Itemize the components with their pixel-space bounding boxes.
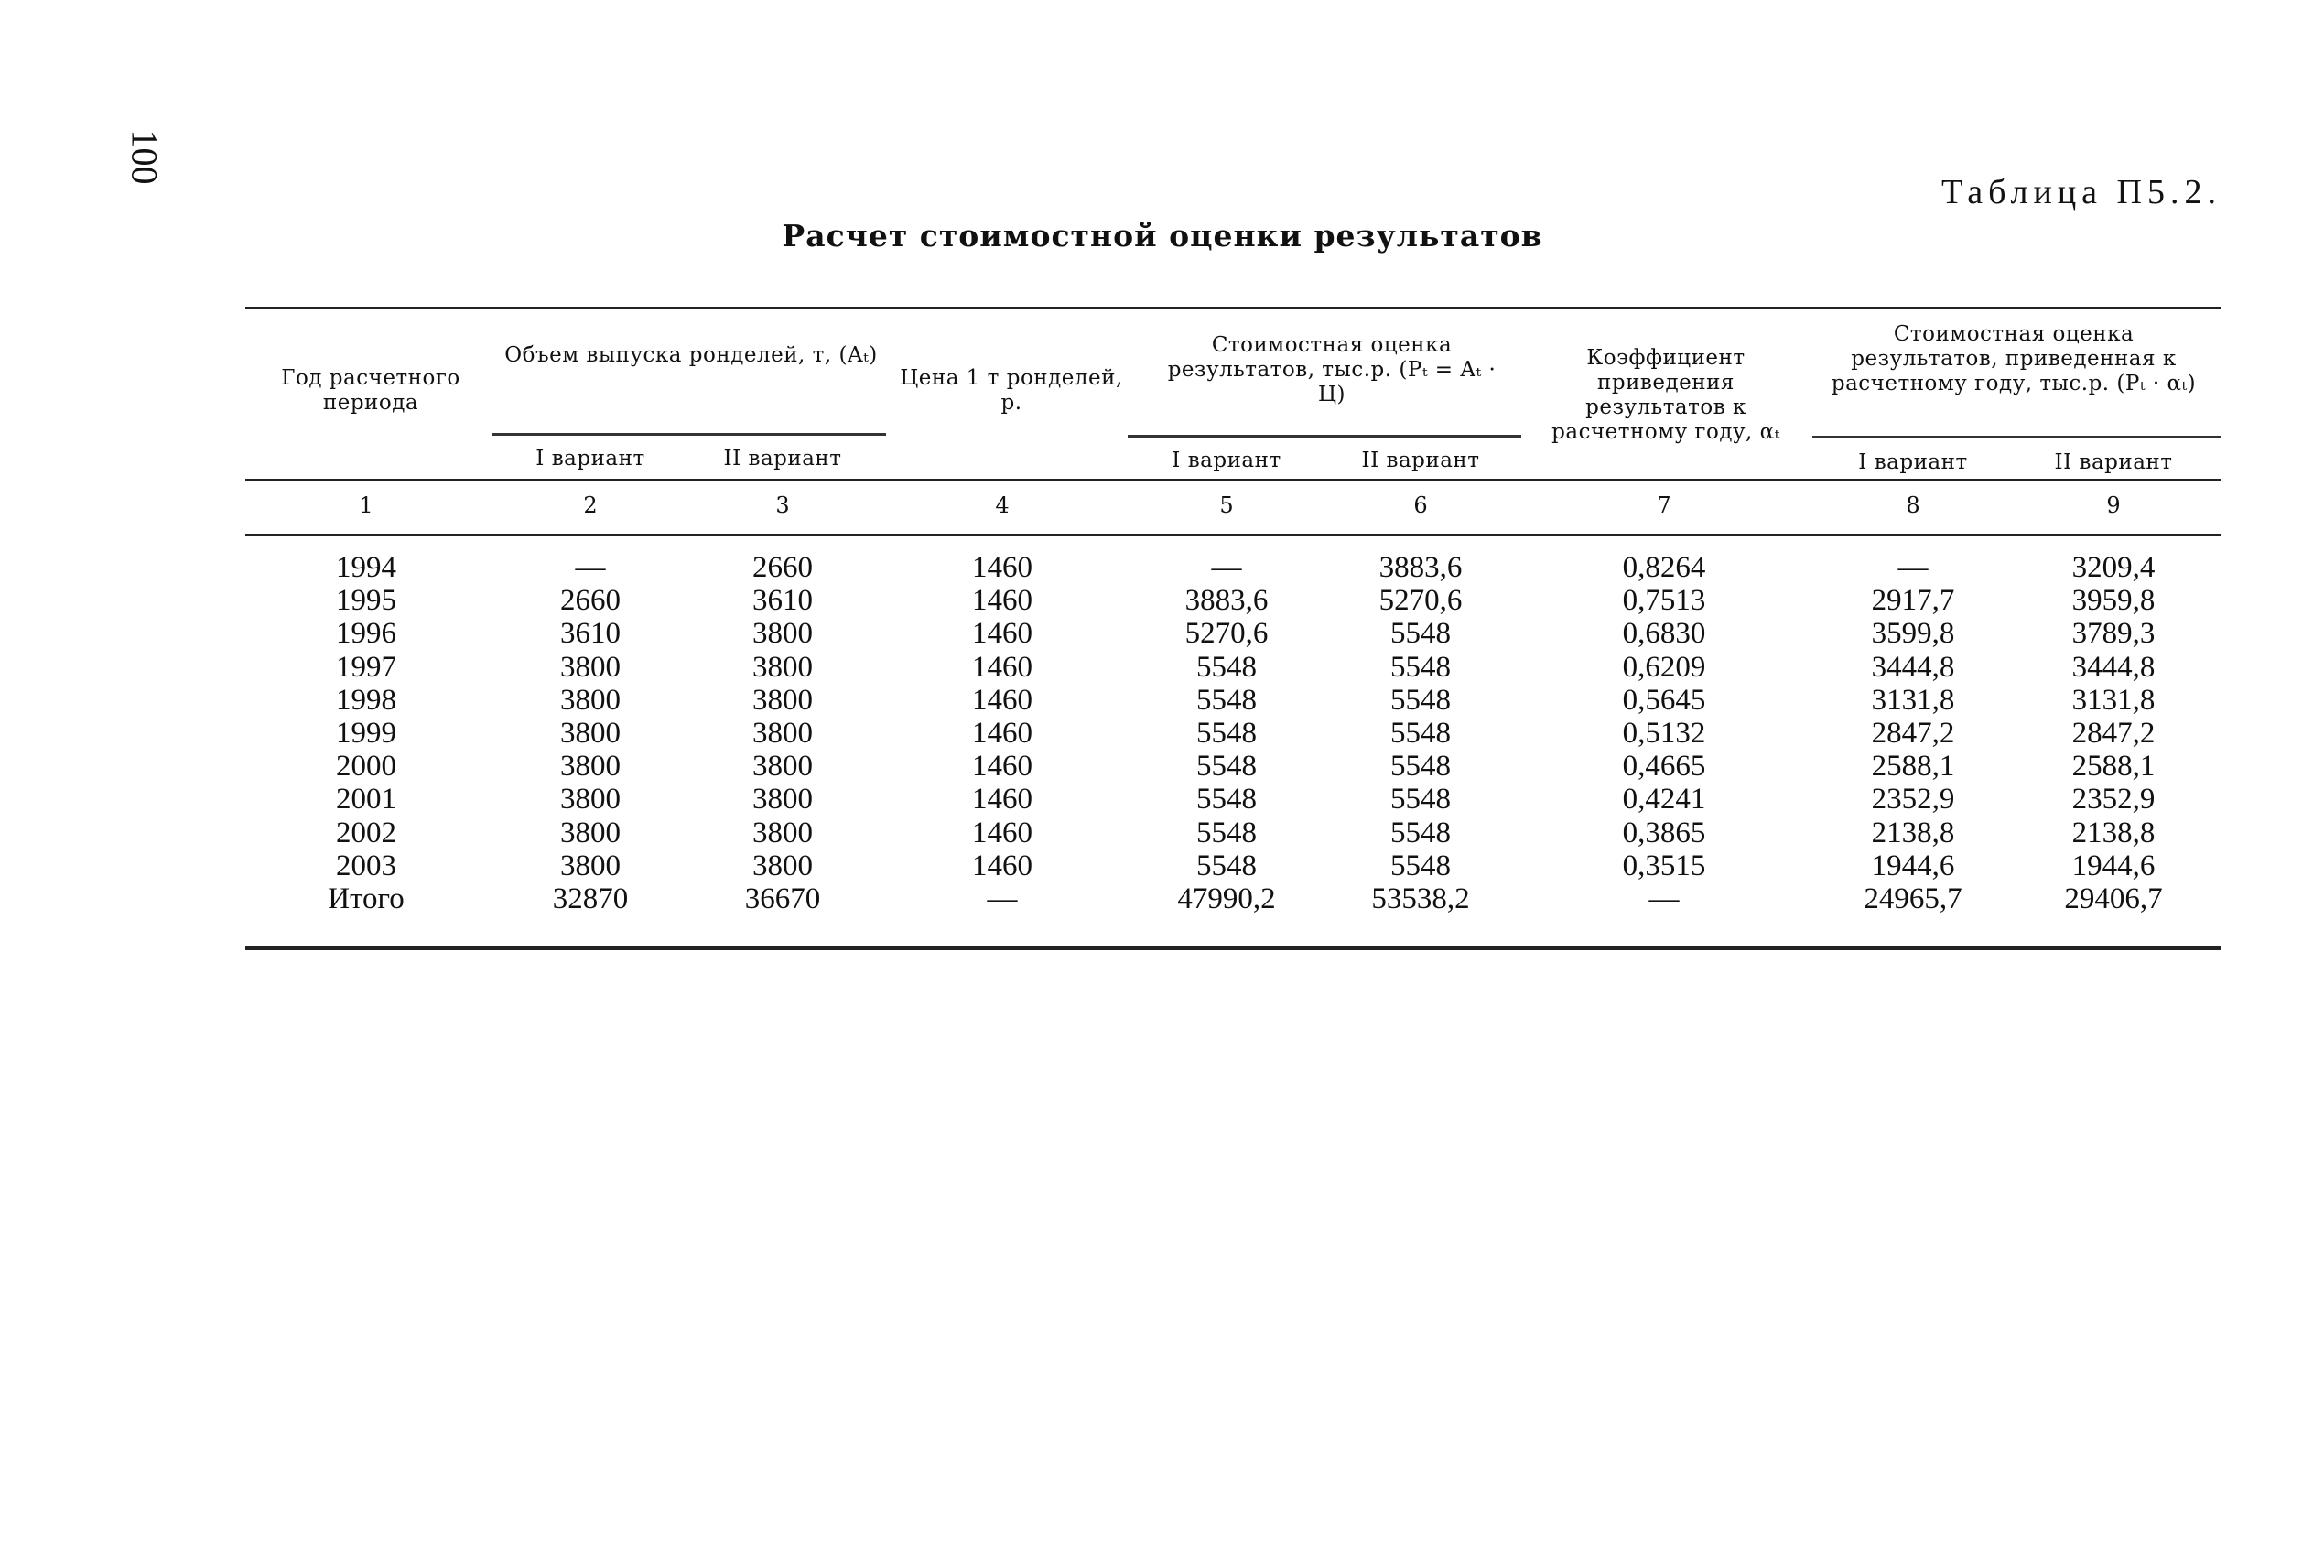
cell-reduced-v2: 3209,4	[2071, 551, 2156, 584]
cell-year: 1996	[336, 617, 396, 651]
cell-volume-v1: 3800	[560, 849, 621, 882]
cell-value-v1: 47990,2	[1177, 882, 1276, 915]
cell-year: 2002	[336, 816, 396, 849]
cell-value-v2: 5548	[1390, 717, 1451, 750]
header-price: Цена 1 т ронделей, р.	[900, 366, 1123, 415]
cell-coefficient: 0,4241	[1622, 783, 1706, 816]
cell-reduced-v1: 3599,8	[1871, 617, 1955, 651]
cell-price: 1460	[972, 551, 1032, 584]
cell-volume-v2: 3610	[752, 584, 813, 618]
column-number: 4	[995, 492, 1010, 518]
cell-value-v2: 3883,6	[1378, 551, 1463, 584]
cell-year: 1998	[336, 683, 396, 717]
column-number: 8	[1906, 492, 1920, 518]
column-numbers-rule	[245, 534, 2221, 536]
cell-coefficient: 0,7513	[1622, 584, 1706, 618]
cell-value-v1: 5548	[1196, 650, 1257, 684]
cell-coefficient: 0,6830	[1622, 617, 1706, 651]
cell-value-v1: 5548	[1196, 683, 1257, 717]
cell-reduced-v2: 3444,8	[2071, 650, 2156, 684]
cell-volume-v2: 3800	[752, 650, 813, 684]
cell-coefficient: 0,3515	[1622, 849, 1706, 882]
cell-price: 1460	[972, 750, 1032, 784]
cell-volume-v1: 3800	[560, 650, 621, 684]
cell-volume-v1: 3800	[560, 683, 621, 717]
cell-coefficient: 0,8264	[1622, 551, 1706, 584]
table-label: Таблица П5.2.	[1941, 173, 2221, 211]
cell-value-v1: 5270,6	[1184, 617, 1269, 651]
cell-reduced-v2: 1944,6	[2071, 849, 2156, 882]
cell-reduced-v1: 2352,9	[1871, 783, 1955, 816]
cell-year: 1995	[336, 584, 396, 618]
cell-coefficient: 0,4665	[1622, 750, 1706, 784]
cell-reduced-v1: 2917,7	[1871, 584, 1955, 618]
page-number: 100	[124, 129, 166, 185]
cell-reduced-v2: 3131,8	[2071, 683, 2156, 717]
table-row	[245, 617, 2221, 650]
column-number: 3	[775, 492, 790, 518]
cell-volume-v2: 3800	[752, 683, 813, 717]
total-row	[245, 882, 2221, 915]
cell-coefficient: —	[1648, 882, 1680, 915]
cell-value-v1: 5548	[1196, 783, 1257, 816]
cell-value-v1: 5548	[1196, 816, 1257, 849]
cell-reduced-v2: 3789,3	[2071, 617, 2156, 651]
cell-price: —	[987, 882, 1018, 915]
volume-variant-1: I вариант	[535, 447, 645, 470]
table-row	[245, 816, 2221, 849]
reduced-variant-2: II вариант	[2054, 450, 2173, 474]
volume-variant-2: II вариант	[723, 447, 842, 470]
cell-price: 1460	[972, 650, 1032, 684]
column-number: 6	[1413, 492, 1428, 518]
cell-year: Итого	[328, 882, 405, 915]
column-number: 9	[2106, 492, 2121, 518]
cell-value-v2: 5270,6	[1378, 584, 1463, 618]
header-value: Стоимостная оценка результатов, тыс.р. (Pₜ = Aₜ · Ц)	[1167, 333, 1497, 406]
cell-reduced-v1: 3444,8	[1871, 650, 1955, 684]
document-title: Расчет стоимостной оценки результатов	[782, 218, 1543, 254]
table-row	[245, 750, 2221, 783]
cell-volume-v2: 3800	[752, 783, 813, 816]
header-year: Год расчетного периода	[281, 366, 460, 415]
header-coef: Коэффициент приведения результатов к расчетному году, αₜ	[1551, 346, 1780, 444]
cell-value-v2: 53538,2	[1371, 882, 1470, 915]
cell-value-v2: 5548	[1390, 849, 1451, 882]
cell-price: 1460	[972, 783, 1032, 816]
cell-price: 1460	[972, 816, 1032, 849]
cell-volume-v1: 32870	[552, 882, 629, 915]
cell-year: 1999	[336, 717, 396, 750]
cell-year: 2003	[336, 849, 396, 882]
cell-coefficient: 0,5132	[1622, 717, 1706, 750]
cell-value-v1: 5548	[1196, 750, 1257, 784]
cell-volume-v2: 3800	[752, 750, 813, 784]
cell-value-v1: 5548	[1196, 849, 1257, 882]
table-row	[245, 849, 2221, 882]
cell-reduced-v1: 1944,6	[1871, 849, 1955, 882]
cell-volume-v2: 2660	[752, 551, 813, 584]
column-number: 5	[1219, 492, 1234, 518]
cell-year: 2000	[336, 750, 396, 784]
table-row	[245, 684, 2221, 717]
cell-volume-v1: 2660	[560, 584, 621, 618]
cell-reduced-v2: 2352,9	[2071, 783, 2156, 816]
table-row	[245, 551, 2221, 584]
cell-value-v1: 3883,6	[1184, 584, 1269, 618]
cell-reduced-v2: 2847,2	[2071, 717, 2156, 750]
cell-volume-v2: 3800	[752, 816, 813, 849]
table-bottom-rule	[245, 946, 2221, 950]
cell-year: 1994	[336, 551, 396, 584]
cell-price: 1460	[972, 584, 1032, 618]
cell-value-v2: 5548	[1390, 650, 1451, 684]
cell-reduced-v1: 2138,8	[1871, 816, 1955, 849]
cell-volume-v1: —	[575, 551, 606, 584]
cell-reduced-v1: 2847,2	[1871, 717, 1955, 750]
table-row	[245, 651, 2221, 684]
header-bottom-rule	[245, 479, 2221, 481]
cell-price: 1460	[972, 717, 1032, 750]
cell-value-v2: 5548	[1390, 783, 1451, 816]
cell-value-v1: 5548	[1196, 717, 1257, 750]
cell-reduced-v1: 2588,1	[1871, 750, 1955, 784]
cell-price: 1460	[972, 617, 1032, 651]
cell-reduced-v1: 24965,7	[1864, 882, 1962, 915]
cell-value-v2: 5548	[1390, 816, 1451, 849]
cell-volume-v1: 3800	[560, 783, 621, 816]
cell-volume-v2: 36670	[744, 882, 821, 915]
cell-value-v2: 5548	[1390, 683, 1451, 717]
cell-year: 2001	[336, 783, 396, 816]
cell-volume-v1: 3800	[560, 717, 621, 750]
reduced-subrule	[1812, 436, 2221, 438]
table-row	[245, 584, 2221, 617]
cell-volume-v1: 3800	[560, 816, 621, 849]
cell-price: 1460	[972, 849, 1032, 882]
cell-reduced-v2: 2588,1	[2071, 750, 2156, 784]
column-number: 7	[1657, 492, 1671, 518]
cell-coefficient: 0,5645	[1622, 683, 1706, 717]
cell-volume-v2: 3800	[752, 849, 813, 882]
cell-reduced-v1: —	[1897, 551, 1929, 584]
cell-volume-v2: 3800	[752, 717, 813, 750]
column-number: 1	[359, 492, 373, 518]
header-volume: Объем выпуска ронделей, т, (Aₜ)	[504, 343, 878, 367]
cell-price: 1460	[972, 683, 1032, 717]
value-variant-1: I вариант	[1172, 449, 1281, 472]
cell-coefficient: 0,3865	[1622, 816, 1706, 849]
value-variant-2: II вариант	[1361, 449, 1480, 472]
table-row	[245, 717, 2221, 750]
header-reduced: Стоимостная оценка результатов, приведенная к расчетному году, тыс.р. (Pₜ · αₜ)	[1831, 322, 2197, 395]
cell-volume-v1: 3800	[560, 750, 621, 784]
cell-coefficient: 0,6209	[1622, 650, 1706, 684]
cell-value-v2: 5548	[1390, 617, 1451, 651]
cell-volume-v2: 3800	[752, 617, 813, 651]
table-row	[245, 783, 2221, 816]
cell-reduced-v2: 2138,8	[2071, 816, 2156, 849]
cell-volume-v1: 3610	[560, 617, 621, 651]
cell-reduced-v1: 3131,8	[1871, 683, 1955, 717]
cell-value-v2: 5548	[1390, 750, 1451, 784]
reduced-variant-1: I вариант	[1858, 450, 1968, 474]
table-top-rule	[245, 307, 2221, 309]
value-subrule	[1128, 435, 1521, 438]
cell-reduced-v2: 3959,8	[2071, 584, 2156, 618]
column-number: 2	[583, 492, 598, 518]
cell-reduced-v2: 29406,7	[2064, 882, 2163, 915]
volume-subrule	[492, 433, 886, 436]
cell-year: 1997	[336, 650, 396, 684]
cell-value-v1: —	[1211, 551, 1242, 584]
